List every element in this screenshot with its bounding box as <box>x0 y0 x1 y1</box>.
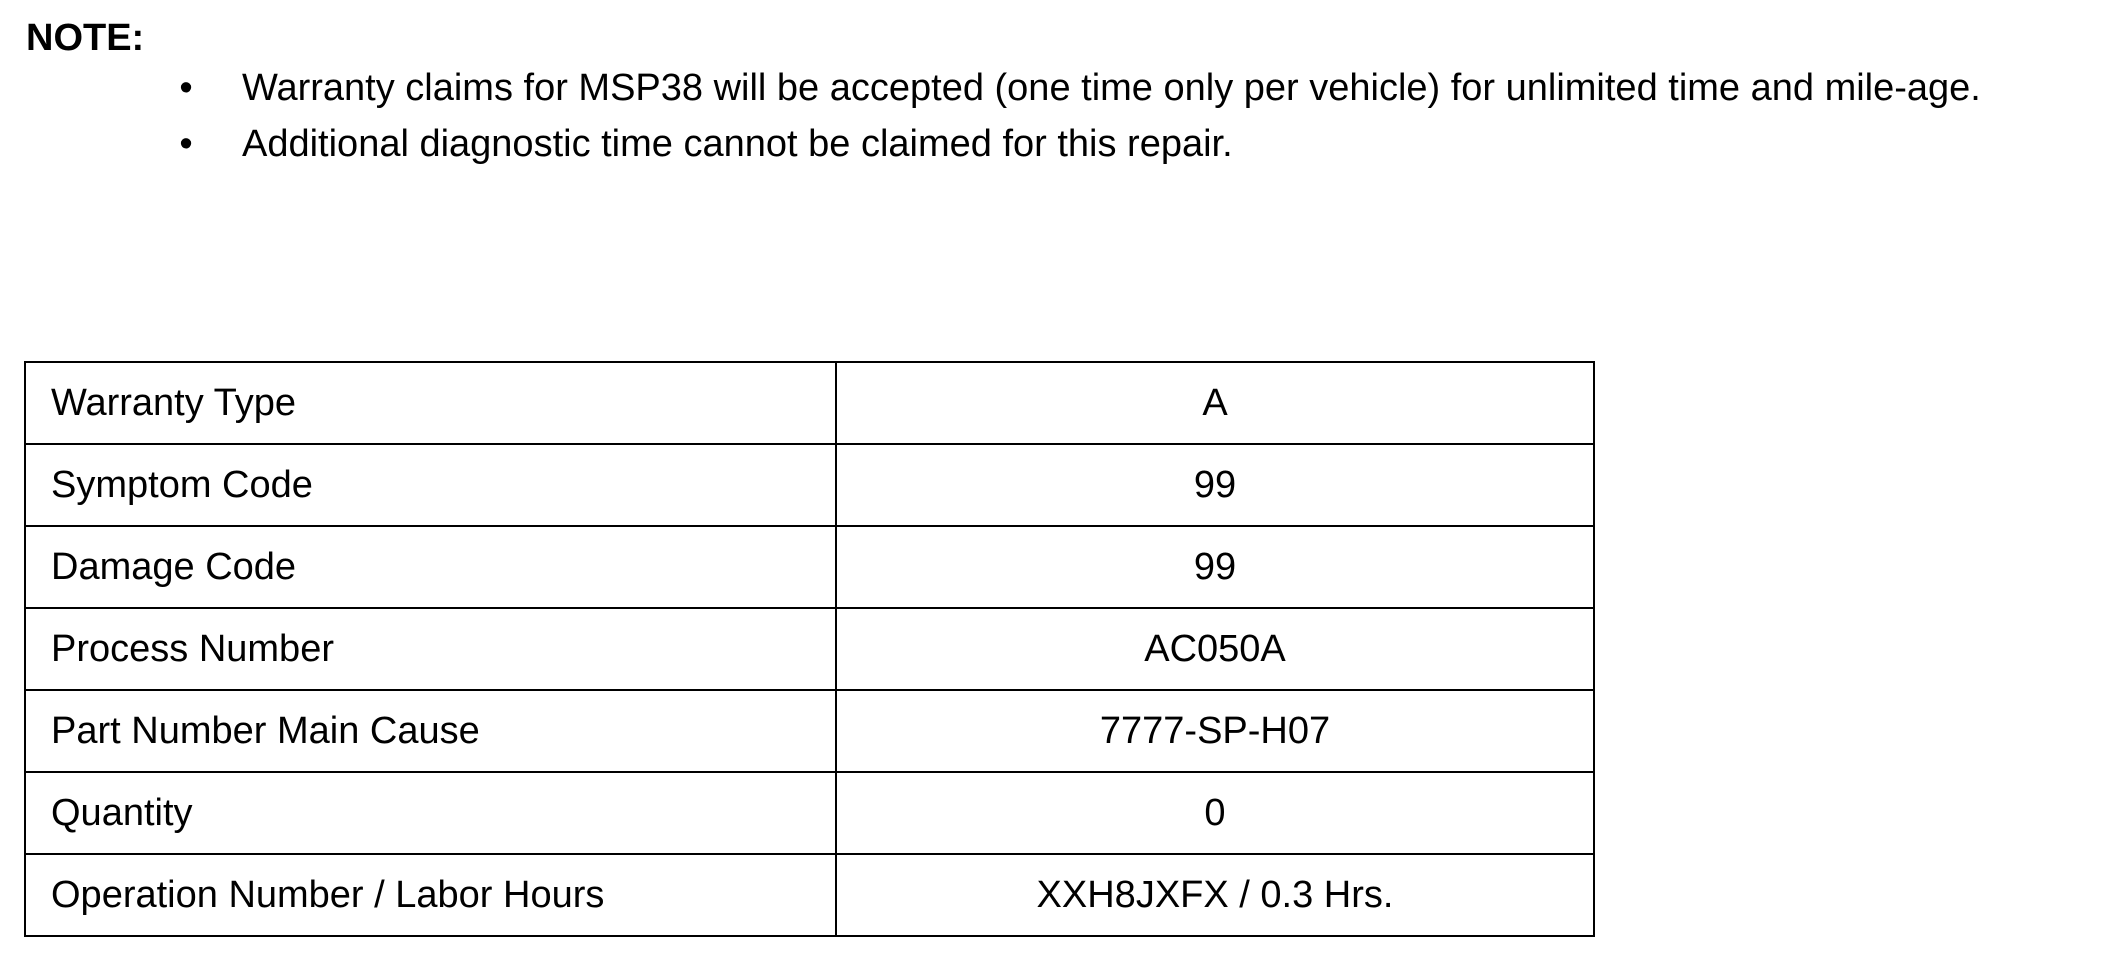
row-value: 7777-SP-H07 <box>836 690 1594 772</box>
bullet-icon: • <box>179 123 193 165</box>
row-value: AC050A <box>836 608 1594 690</box>
row-value: A <box>836 362 1594 444</box>
note-bullet-item <box>0 62 2119 114</box>
row-value: 99 <box>836 526 1594 608</box>
note-bullet-list <box>0 62 2119 174</box>
row-value: XXH8JXFX / 0.3 Hrs. <box>836 854 1594 936</box>
row-label: Operation Number / Labor Hours <box>25 854 836 936</box>
table-row <box>25 362 1594 444</box>
table-row <box>25 444 1594 526</box>
table-row <box>25 608 1594 690</box>
table-row <box>25 772 1594 854</box>
note-bullet-text: Additional diagnostic time cannot be claimed for this repair. <box>242 123 1233 165</box>
note-title: NOTE: <box>26 17 145 59</box>
table-row <box>25 854 1594 936</box>
warranty-claim-table <box>24 361 1595 937</box>
row-label: Warranty Type <box>25 362 836 444</box>
note-bullet-text: Warranty claims for MSP38 will be accepted (one time only per vehicle) for unlimited time and mile-age. <box>242 67 1981 109</box>
bullet-icon: • <box>179 67 193 109</box>
row-value: 99 <box>836 444 1594 526</box>
table-row <box>25 690 1594 772</box>
row-label: Process Number <box>25 608 836 690</box>
table-row <box>25 526 1594 608</box>
row-label: Part Number Main Cause <box>25 690 836 772</box>
row-label: Quantity <box>25 772 836 854</box>
row-label: Damage Code <box>25 526 836 608</box>
row-value: 0 <box>836 772 1594 854</box>
row-label: Symptom Code <box>25 444 836 526</box>
note-bullet-item <box>0 118 2119 170</box>
